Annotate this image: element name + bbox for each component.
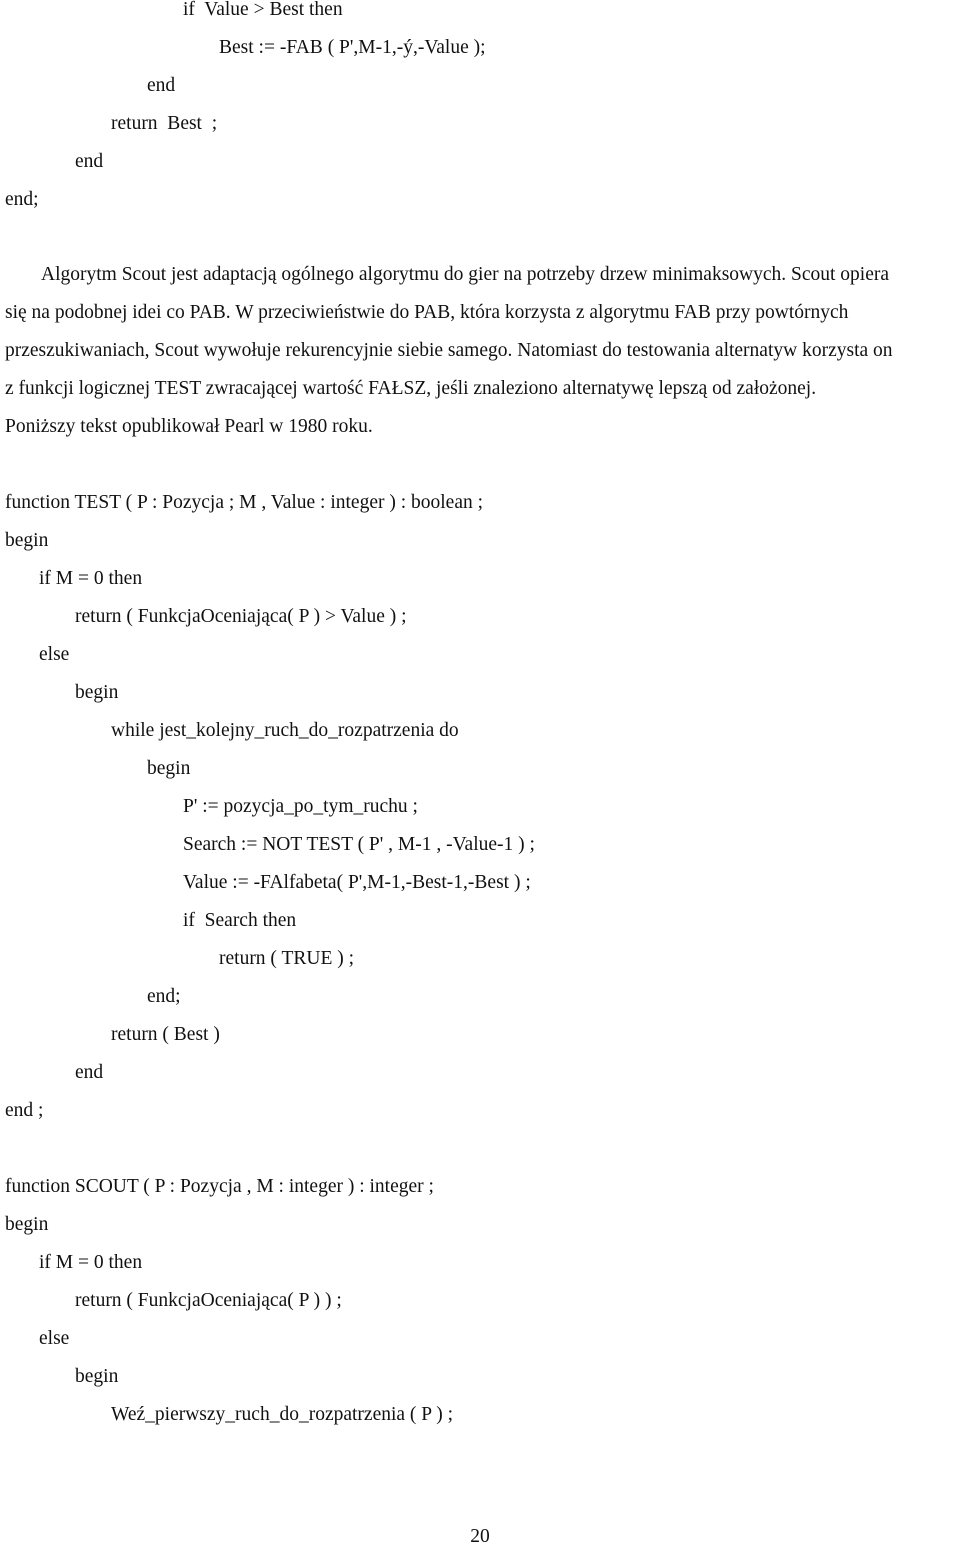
paragraph-line: Algorytm Scout jest adaptacją ogólnego algorytmu do gier na potrzeby drzew minimaksowych. Scout opiera [41,264,890,285]
page-number: 20 [470,1526,490,1547]
code-line: if M = 0 then [39,568,143,589]
code-line: begin [5,1214,49,1235]
code-line: function TEST ( P : Pozycja ; M , Value : integer ) : boolean ; [5,492,484,513]
code-line: end [147,75,176,96]
code-line: Value := -FAlfabeta( P',M-1,-Best-1,-Best ) ; [183,872,531,893]
code-line: return ( FunkcjaOceniająca( P ) > Value ) ; [75,606,407,627]
code-line: end [75,151,104,172]
code-line: end; [147,986,181,1007]
code-line: begin [147,758,191,779]
code-line: begin [5,530,49,551]
paragraph-line: się na podobnej idei co PAB. W przeciwieństwie do PAB, która korzysta z algorytmu FAB przy powtórnych [5,302,849,323]
code-line: Best := -FAB ( P',M-1,-ý,-Value ); [219,37,486,58]
code-line: Weź_pierwszy_ruch_do_rozpatrzenia ( P ) ; [111,1404,454,1425]
code-line: return ( FunkcjaOceniająca( P ) ) ; [75,1290,342,1311]
code-line: return Best ; [111,113,218,134]
code-line: if Value > Best then [183,0,343,20]
paragraph-line: Poniższy tekst opublikował Pearl w 1980 roku. [5,416,373,437]
code-line: end ; [5,1100,44,1121]
code-line: P' := pozycja_po_tym_ruchu ; [183,796,418,817]
code-line: else [39,644,70,665]
code-line: end [75,1062,104,1083]
code-line: else [39,1328,70,1349]
code-line: if M = 0 then [39,1252,143,1273]
code-line: function SCOUT ( P : Pozycja , M : integer ) : integer ; [5,1176,434,1197]
code-line: end; [5,189,39,210]
code-line: begin [75,1366,119,1387]
code-line: while jest_kolejny_ruch_do_rozpatrzenia do [111,720,459,741]
paragraph-line: przeszukiwaniach, Scout wywołuje rekurencyjnie siebie samego. Natomiast do testowania alternatyw korzysta on [5,340,893,361]
code-line: return ( Best ) [111,1024,220,1045]
code-line: return ( TRUE ) ; [219,948,355,969]
paragraph-line: z funkcji logicznej TEST zwracającej wartość FAŁSZ, jeśli znaleziono alternatywę lepszą od założonej. [5,378,817,399]
code-line: begin [75,682,119,703]
code-line: Search := NOT TEST ( P' , M-1 , -Value-1 ) ; [183,834,535,855]
code-line: if Search then [183,910,297,931]
